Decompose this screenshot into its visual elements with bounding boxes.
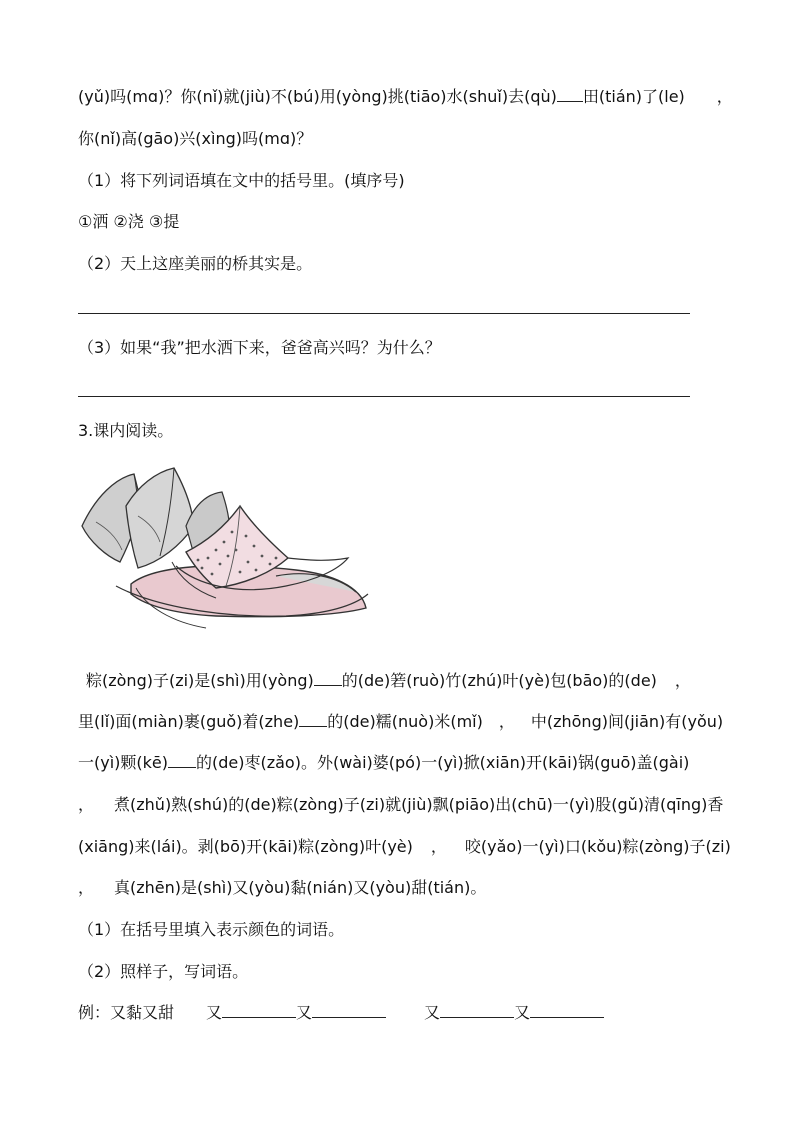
question-2-2: （2）天上这座美丽的桥其实是。 xyxy=(78,254,313,273)
fill-blank[interactable] xyxy=(168,753,196,768)
reading-line-1 xyxy=(78,670,691,692)
reading-text: 煮(zhǔ)熟(shú)的(de)粽(zòng)子(zi)就(jiù)飘(piāo)出(chū)一(yì)股(gǔ)清(qīng)香 xyxy=(114,795,724,814)
fill-blank[interactable] xyxy=(299,712,327,727)
you-char: 又 xyxy=(206,1003,223,1022)
reading-text: 的(de)糯(nuò)米(mǐ) xyxy=(327,712,483,731)
reading-text: 一(yì)颗(kē) xyxy=(78,753,168,772)
reading-line-3 xyxy=(78,752,689,774)
passage-punct: ， xyxy=(716,87,733,106)
reading-punct: ， xyxy=(498,712,515,731)
you-char: 又 xyxy=(296,1003,313,1022)
reading-line-4 xyxy=(78,794,723,816)
question-2-3: （3）如果“我”把水洒下来，爸爸高兴吗？为什么？ xyxy=(78,338,441,357)
reading-text: 中(zhōng)间(jiān)有(yǒu) xyxy=(530,712,724,731)
passage-line-2 xyxy=(78,128,312,150)
reading-punct: ， xyxy=(674,671,691,690)
answer-line[interactable] xyxy=(78,396,690,397)
answer-blank[interactable] xyxy=(222,1003,296,1018)
reading-punct: ， xyxy=(78,795,95,814)
reading-line-6 xyxy=(78,877,486,899)
reading-text: 粽(zòng)子(zi)是(shì)用(yòng) xyxy=(86,671,314,690)
question-3-2: （2）照样子，写词语。 xyxy=(78,962,249,981)
passage-text: 田(tián)了(le) xyxy=(582,87,685,106)
reading-text: 里(lǐ)面(miàn)裹(guǒ)着(zhe) xyxy=(78,712,300,731)
answer-line[interactable] xyxy=(78,313,690,314)
zongzi-illustration xyxy=(76,466,370,632)
fill-blank[interactable] xyxy=(557,87,583,102)
reading-punct: ， xyxy=(430,837,447,856)
example-row xyxy=(78,1002,604,1024)
section-title: 3.课内阅读。 xyxy=(78,421,174,440)
answer-blank[interactable] xyxy=(440,1003,514,1018)
question-3-1: （1）在括号里填入表示颜色的词语。 xyxy=(78,920,345,939)
reading-text: 的(de)箬(ruò)竹(zhú)叶(yè)包(bāo)的(de) xyxy=(341,671,657,690)
reading-text: 咬(yǎo)一(yì)口(kǒu)粽(zòng)子(zi) xyxy=(464,837,731,856)
answer-blank[interactable] xyxy=(530,1003,604,1018)
you-char: 又 xyxy=(424,1003,441,1022)
passage-text: (yǔ)吗(mɑ)？你(nǐ)就(jiù)不(bú)用(yòng)挑(tiāo)水(shuǐ)去(qù) xyxy=(78,87,557,106)
word-options: ①洒 ②浇 ③提 xyxy=(78,212,180,231)
you-char: 又 xyxy=(514,1003,531,1022)
question-2-1: （1）将下列词语填在文中的括号里。(填序号) xyxy=(78,171,405,190)
reading-punct: ， xyxy=(78,878,95,897)
reading-text: 的(de)枣(zǎo)。外(wài)婆(pó)一(yì)掀(xiān)开(kāi)锅(guō)盖(gài) xyxy=(196,753,690,772)
passage-line-1 xyxy=(78,86,733,108)
reading-line-2 xyxy=(78,711,723,733)
example-label: 例：又黏又甜 xyxy=(78,1003,175,1022)
fill-blank[interactable] xyxy=(314,671,342,686)
reading-text: 真(zhēn)是(shì)又(yòu)黏(nián)又(yòu)甜(tián)。 xyxy=(114,878,487,897)
reading-line-5 xyxy=(78,836,731,858)
answer-blank[interactable] xyxy=(312,1003,386,1018)
passage-text: 你(nǐ)高(gāo)兴(xìng)吗(mɑ)？ xyxy=(78,129,313,148)
reading-text: (xiāng)来(lái)。剥(bō)开(kāi)粽(zòng)叶(yè) xyxy=(78,837,413,856)
